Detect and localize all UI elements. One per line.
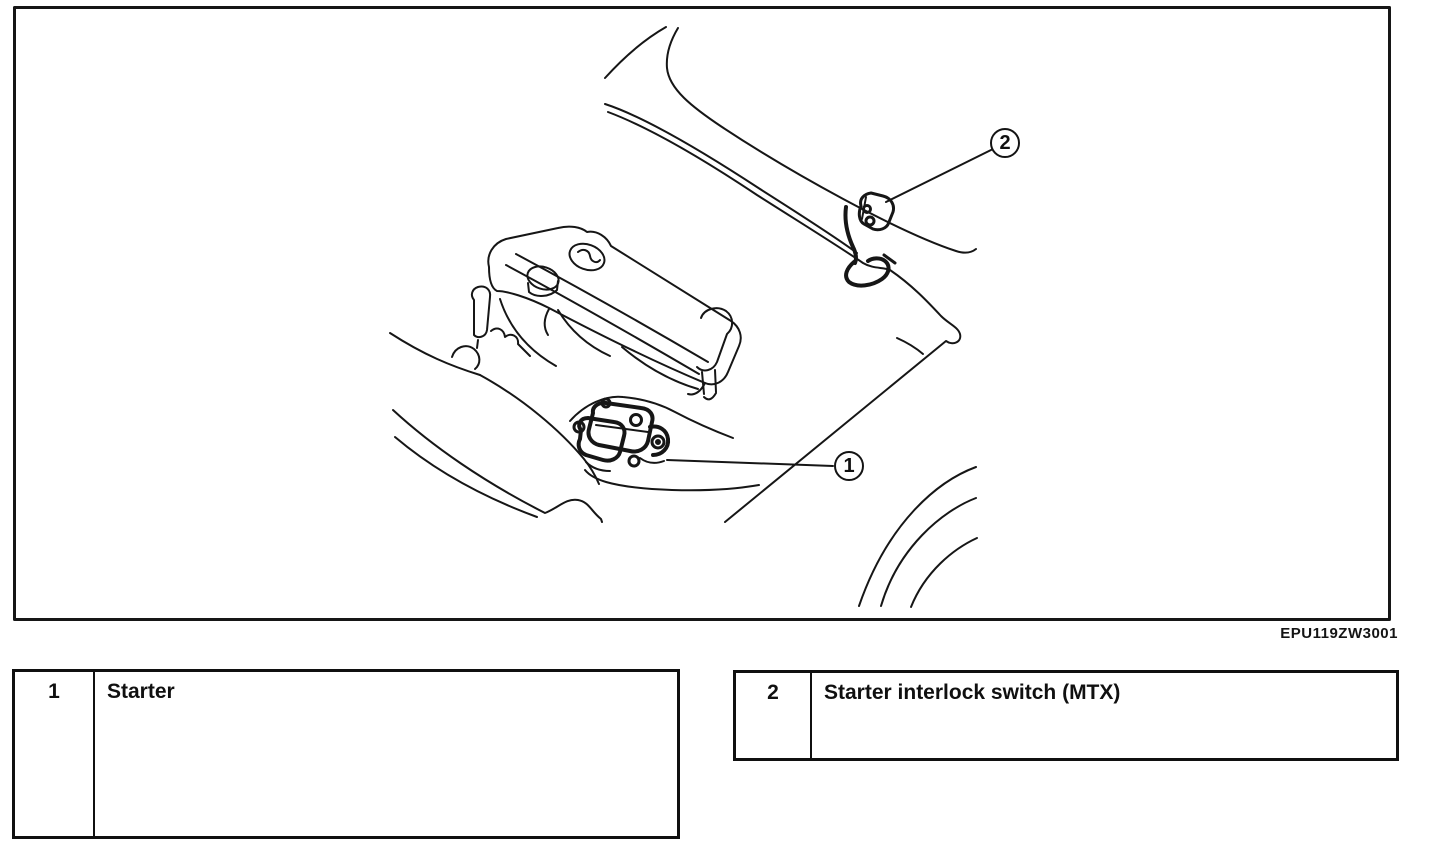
front-body-lines xyxy=(393,410,602,522)
legend-1-label: Starter xyxy=(107,680,175,703)
leader-line-2 xyxy=(886,150,991,202)
wheel-arch-arcs xyxy=(859,467,977,607)
engine-cover xyxy=(488,227,740,400)
windshield-edge-line xyxy=(667,28,976,253)
harness-connector xyxy=(845,207,895,286)
a-pillar-lines xyxy=(605,27,976,253)
callout-2 xyxy=(990,128,1020,158)
callout-1-number: 1 xyxy=(843,455,855,477)
legend-table-2 xyxy=(733,670,1399,761)
breather-cap xyxy=(524,263,561,296)
legend-2-label: Starter interlock switch (MTX) xyxy=(824,681,1121,704)
starter-assembly xyxy=(574,399,668,471)
oil-filler-cap xyxy=(566,239,608,275)
legend-2-number: 2 xyxy=(736,673,812,758)
figure-code: EPU119ZW3001 xyxy=(1280,625,1398,642)
interlock-switch xyxy=(859,193,893,230)
legend-1-number: 1 xyxy=(15,672,95,836)
diagram-frame xyxy=(15,8,1390,620)
callout-2-number: 2 xyxy=(999,132,1011,154)
legend-table-1 xyxy=(12,669,680,839)
cowl-and-hood-lines xyxy=(605,104,960,522)
leader-line-1 xyxy=(667,460,833,466)
callout-1 xyxy=(834,451,864,481)
